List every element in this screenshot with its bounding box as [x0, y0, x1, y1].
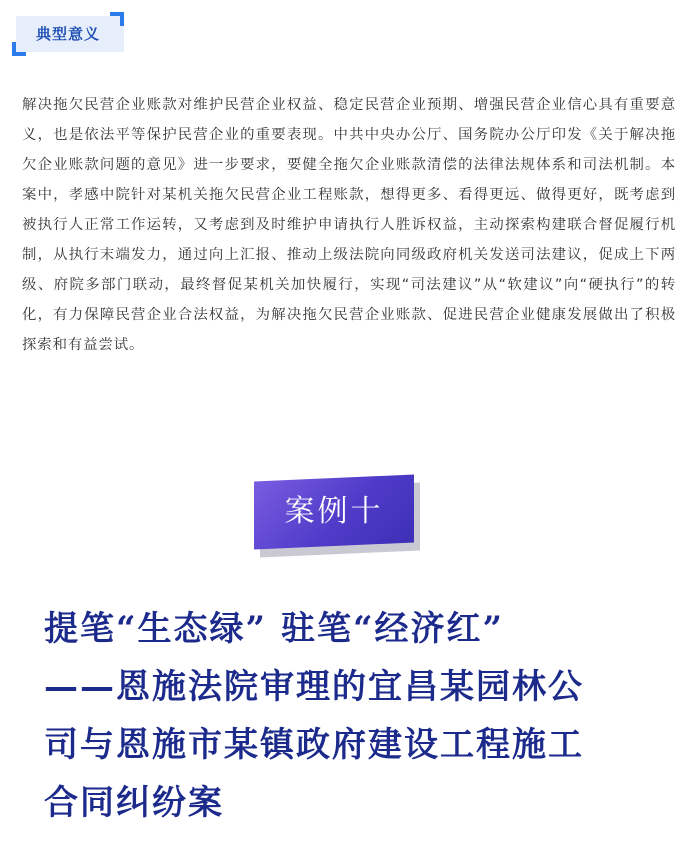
section-tag-label: 典型意义	[35, 25, 100, 43]
case-title-line-4: 合同纠纷案	[44, 783, 224, 823]
case-title-line-3: 司与恩施市某镇政府建设工程施工	[44, 725, 584, 765]
case-title-line-2: ——恩施法院审理的宜昌某园林公	[44, 667, 584, 707]
case-badge	[252, 476, 424, 560]
case-badge-label: 案例十	[284, 494, 384, 529]
case-title	[44, 600, 684, 832]
body-paragraph: 解决拖欠民营企业账款对维护民营企业权益、稳定民营企业预期、增强民营企业信心具有重要意义，也是依法平等保护民营企业的重要表现。中共中央办公厅、国务院办公厅印发《关于解决拖欠企业账款问题的意见》进一步要求，要健全拖欠企业账款清偿的法律法规体系和司法机制。本案中，孝感中院针对某机关拖欠民营企业工程账款，想得更多、看得更远、做得更好，既考虑到被执行人正常工作运转，又考虑到及时维护申请执行人胜诉权益，主动探索构建联合督促履行机制，从执行末端发力，通过向上汇报、推动上级法院向同级政府机关发送司法建议，促成上下两级、府院多部门联动，最终督促某机关加快履行，实现“司法建议”从“软建议”向“硬执行”的转化，有力保障民营企业合法权益，为解决拖欠民营企业账款、促进民营企业健康发展做出了积极探索和有益尝试。	[22, 97, 676, 353]
case-title-line-1: 提笔“生态绿” 驻笔“经济红”	[44, 609, 505, 649]
section-tag-typical-significance	[12, 12, 124, 56]
